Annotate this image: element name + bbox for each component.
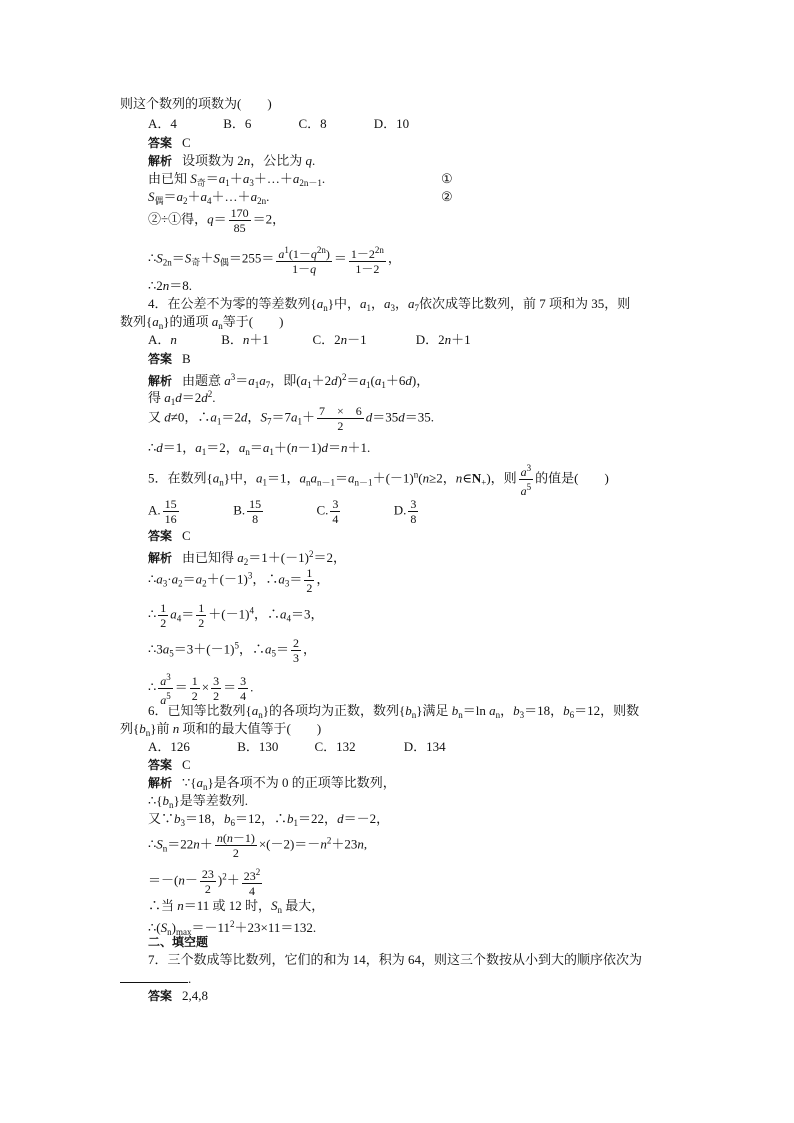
q6-conclusion: $\therefore(S_n)_{max}=-11^2+23\times 11=132$.	[148, 919, 317, 937]
answer-label: 答案	[148, 352, 173, 366]
q5-conclusion: ∴ $\frac{a^3}{a^5}$ ＝ $\frac{1}{2}$ × $\frac{3}{2}$ ＝ $\frac{3}{4}$ .	[148, 672, 254, 707]
q3-step-ratio: ②÷①得，q＝ $\frac{170}{85}$ ＝2，	[148, 206, 286, 235]
q7-stem: 7．三个数成等比数列，它们的和为 14，积为 64，则这三个数按从小到大的顺序依次为	[148, 952, 643, 967]
q3-conclusion: ∴2n＝8.	[148, 278, 193, 293]
answer-value: C	[182, 528, 191, 543]
q6-option-c: C．132	[314, 739, 356, 754]
q6-option-d: D．134	[403, 739, 446, 754]
q7-blank-line: .	[120, 970, 191, 987]
equation-mark-1: ①	[441, 171, 453, 186]
q4-analysis: 解析 由题意 $a^3=a_1a_7$，即$(a_1+2d)^2=a_1(a_1+6d)$，	[148, 372, 430, 390]
answer-blank	[120, 970, 188, 983]
analysis-label: 解析	[148, 551, 173, 565]
q5-stem: 5．在数列$\{a_n\}$中，$a_1=1$，$a_na_{n-1}=a_{n-1}+(-1)^n(n\ge 2$，$n\in N_+$)，则 $\frac{a^3}{a^5}$ 的值是( )	[148, 463, 609, 498]
section-heading: 二、填空题	[148, 935, 209, 949]
q6-analysis: 解析 $\because\{a_n\}$是各项不为 0 的正项等比数列，	[148, 775, 396, 792]
analysis-label: 解析	[148, 776, 173, 790]
answer-value: 2,4,8	[182, 988, 209, 1003]
q4-stem-line-2: 数列$\{a_n\}$的通项 $a_n$等于( )	[120, 314, 284, 331]
q3-step-odd-sum: 由已知 $S_奇=a_1+a_3+\dots+a_{2n-1}$.	[148, 171, 326, 188]
q5-step-2: $\therefore a_3\cdot a_2=a_2+(-1)^3$，$\therefore a_3=$ $\frac{1}{2}$ ，	[148, 566, 330, 595]
q6-step-4: $\therefore S_n=22n+$ $\frac{n(n-1)}{2}$ $\times(-2)=-n^2+23n$,	[148, 831, 368, 860]
q6-option-a: A．126	[148, 739, 190, 754]
q5-step-4: $\therefore 3a_5=3+(-1)^5$，$\therefore a_5=$ $\frac{2}{3}$ ，	[148, 636, 316, 665]
q3-options	[148, 116, 446, 132]
q4-step-3: 又 d≠0，$\therefore a_1=2d$，$S_7=7a_1+$ $\frac{7 \times 6}{2}$ d＝35d＝35.	[148, 404, 435, 433]
q5-option-d: D. $\frac{3}{8}$	[393, 497, 417, 526]
q6-step-3: 又$\because b_3=18$，$b_6=12$，$\therefore b_1=22$，d＝－2，	[148, 811, 390, 828]
answer-label: 答案	[148, 989, 173, 1003]
q3-option-d: D．10	[373, 116, 410, 131]
q4-option-d: D．2n＋1	[415, 332, 471, 347]
q4-option-b: B．n＋1	[221, 332, 269, 347]
q3-answer	[148, 135, 191, 151]
answer-label: 答案	[148, 758, 173, 772]
q4-answer	[148, 351, 191, 367]
q5-analysis: 解析 由已知得 $a_2=1+(-1)^2=2$，	[148, 549, 346, 567]
q3-option-c: C．8	[298, 116, 327, 131]
q6-options	[148, 739, 476, 755]
q3-step-total: $\therefore S_{2n}=S_奇+S_偶=255=$ $\frac{a^1(1-q^{2n})}{1-q}$ ＝ $\frac{1-2^{2n}}{1-2}$ ，	[148, 245, 401, 276]
answer-value: C	[182, 135, 191, 150]
question-intro: 则这个数列的项数为( )	[120, 96, 272, 111]
q6-stem-line-1: 6．已知等比数列$\{a_n\}$的各项均为正数，数列$\{b_n\}$满足 $b_n=\ln$ $a_n$，$b_3=18$，$b_6=12$，则数	[148, 703, 640, 720]
q6-stem-line-2: 列$\{b_n\}$前 n 项和的最大值等于( )	[120, 721, 322, 738]
q4-option-a: A．n	[148, 332, 177, 347]
q4-step-2: 得 $a_1d=2d^2$.	[148, 389, 216, 407]
answer-value: B	[182, 351, 191, 366]
q5-step-3: ∴ $\frac{1}{2}$ $a_4=$ $\frac{1}{2}$ $+(-1)^4$，$\therefore a_4=3$，	[148, 601, 324, 630]
q5-options	[148, 497, 466, 526]
q3-option-b: B．6	[223, 116, 252, 131]
q6-step-6: ∴当 n＝11 或 12 时，$S_n$ 最大，	[148, 898, 325, 915]
q5-answer	[148, 528, 191, 544]
q5-option-b: B. $\frac{15}{8}$	[233, 497, 262, 526]
q3-step-even-sum: $S_偶=a_2+a_4+\dots+a_{2n}$.	[148, 189, 270, 206]
q4-stem-line-1: 4．在公差不为零的等差数列$\{a_n\}$中，$a_1$，$a_3$，$a_7$依次成等比数列，前 7 项和为 35，则	[148, 296, 631, 313]
q4-options	[148, 332, 488, 348]
analysis-label: 解析	[148, 154, 173, 168]
q4-conclusion: ∴d＝1，$a_1=2$，$a_n=a_1+(n-1)d=n+1$.	[148, 440, 371, 457]
analysis-label: 解析	[148, 374, 173, 388]
q6-step-2: $\therefore\{b_n\}$是等差数列.	[148, 793, 249, 810]
q6-option-b: B．130	[237, 739, 279, 754]
q3-analysis: 解析 设项数为 2n，公比为 q.	[148, 153, 316, 168]
equation-mark-2: ②	[441, 189, 453, 204]
q3-option-a: A．4	[148, 116, 177, 131]
answer-label: 答案	[148, 136, 173, 150]
q6-step-5: ＝－(n－ $\frac{23}{2}$ )$^2$＋ $\frac{23^2}{4}$	[148, 867, 261, 898]
answer-value: C	[182, 757, 191, 772]
q4-option-c: C．2n－1	[312, 332, 367, 347]
q7-answer	[148, 988, 208, 1004]
q5-option-a: A. $\frac{15}{16}$	[148, 497, 177, 526]
answer-label: 答案	[148, 529, 173, 543]
q5-option-c: C. $\frac{3}{4}$	[316, 497, 339, 526]
q6-answer	[148, 757, 191, 773]
